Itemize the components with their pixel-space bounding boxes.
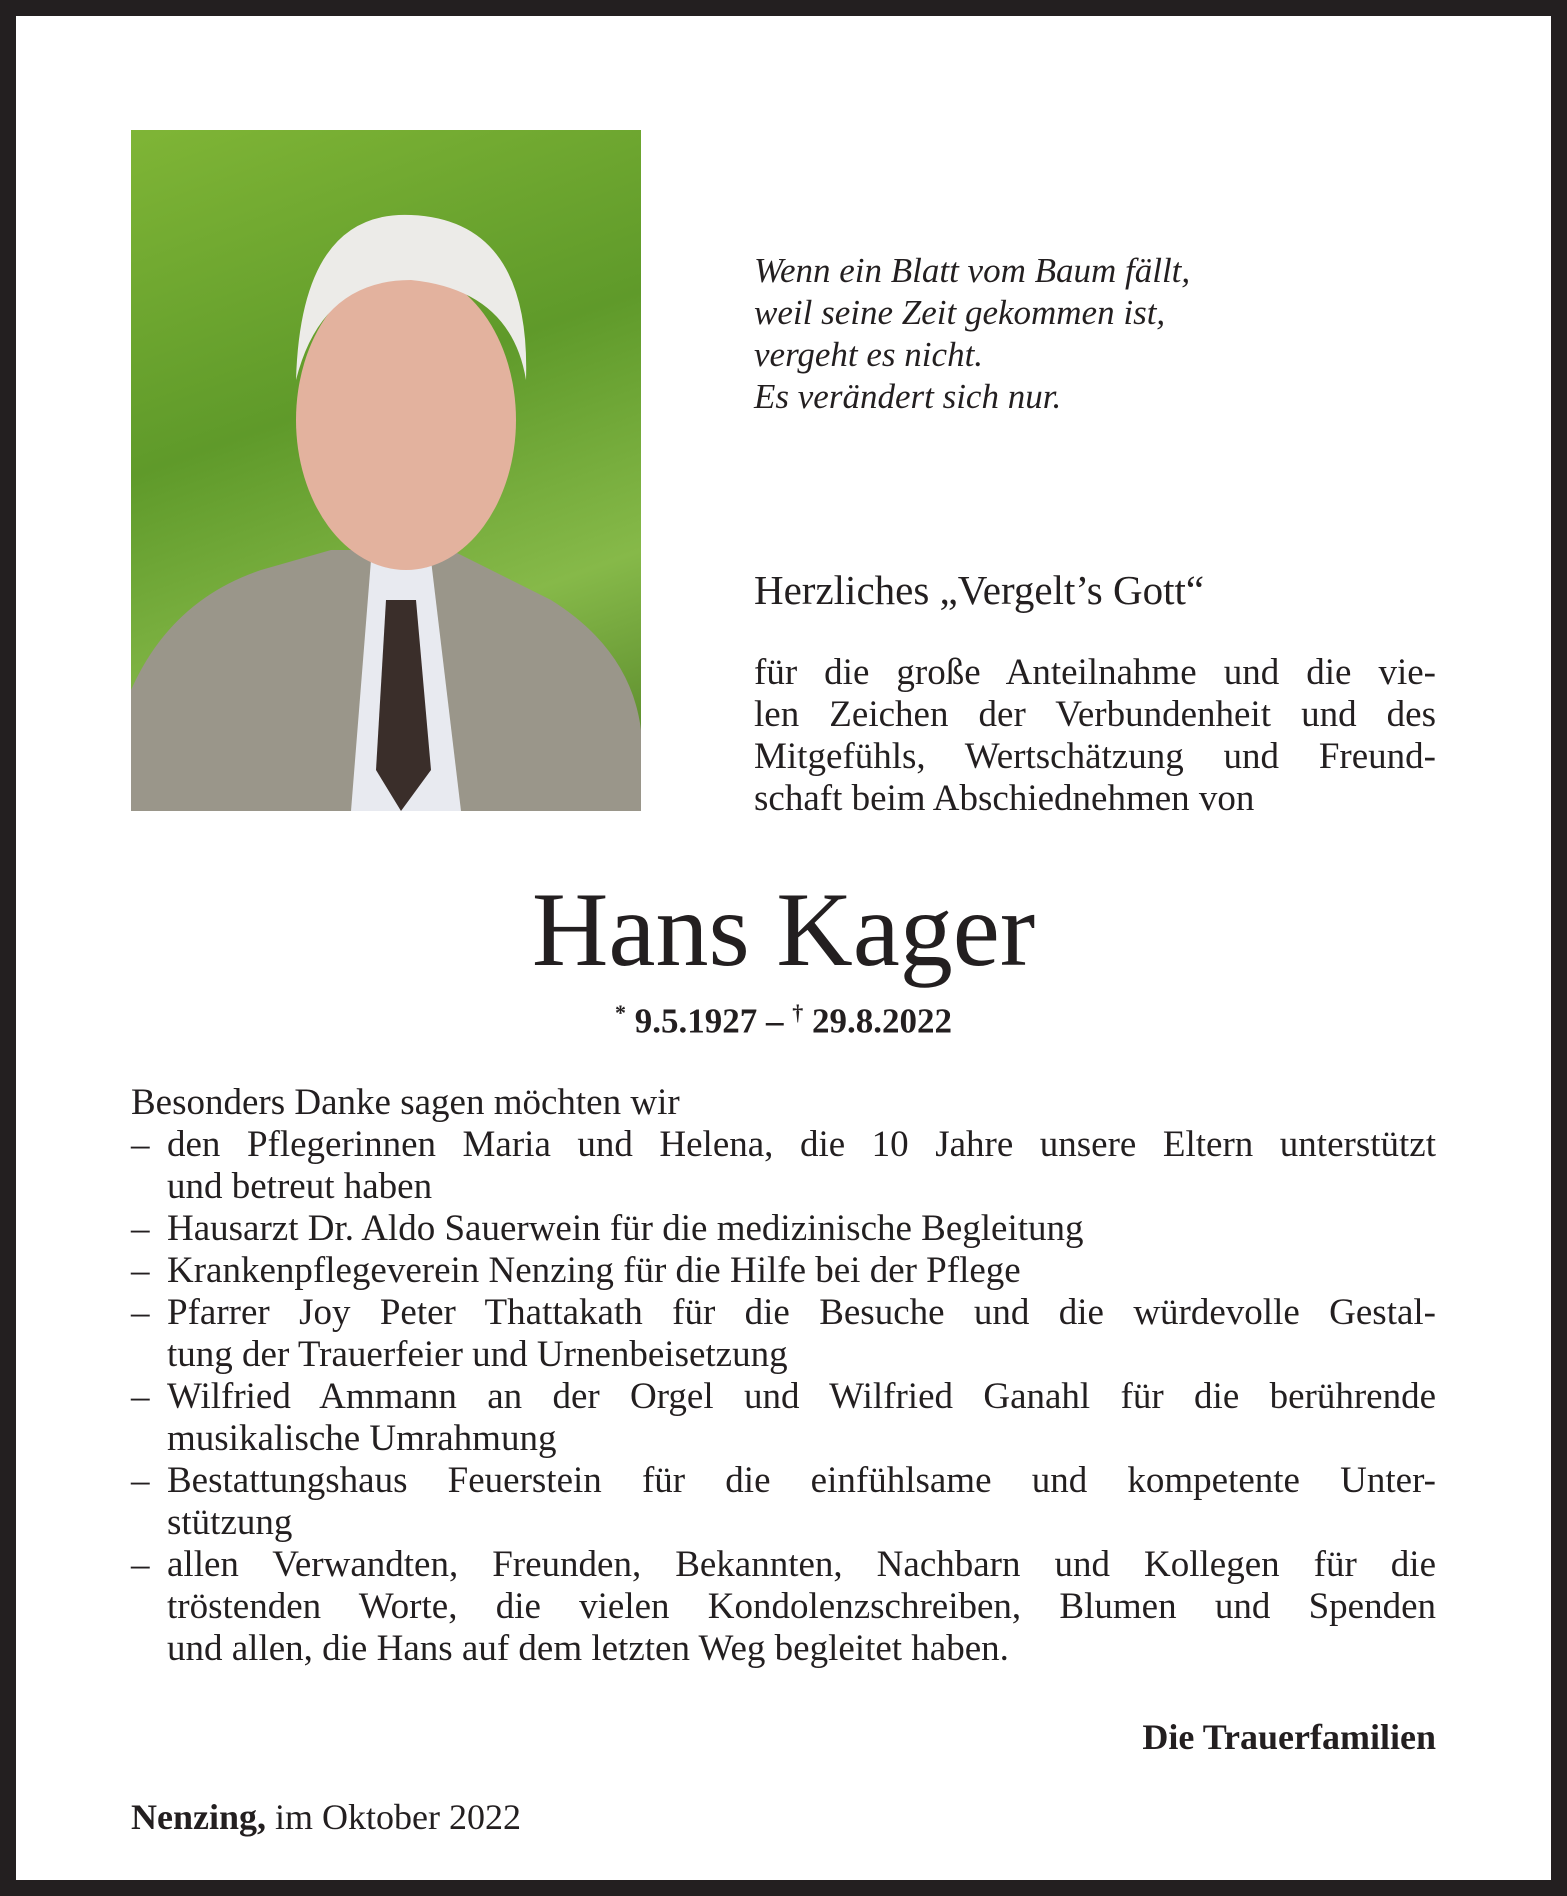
date: im Oktober 2022 (275, 1797, 521, 1837)
list-item (131, 1376, 1436, 1460)
dash-bullet: – (131, 1208, 150, 1249)
quote-line: weil seine Zeit gekommen ist, (754, 293, 1166, 332)
thanks-heading: Herzliches „Vergelt’s Gott“ (754, 567, 1205, 613)
text-line: tung der Trauerfeier und Urnenbeisetzung (167, 1334, 788, 1375)
text-line: Krankenpflegeverein Nenzing für die Hilfe bei der Pflege (167, 1250, 1021, 1291)
dash-bullet: – (131, 1124, 150, 1165)
intro-paragraph (754, 652, 1436, 820)
text-line: und betreut haben (167, 1166, 433, 1207)
text-line: für die große Anteilnahme und die vie- (754, 652, 1436, 693)
list-item (131, 1544, 1436, 1670)
birth-date: 9.5.1927 (634, 1001, 758, 1041)
dash-bullet: – (131, 1460, 150, 1501)
list-item (131, 1250, 1436, 1292)
place: Nenzing, (131, 1797, 266, 1837)
text-line: Pfarrer Joy Peter Thattakath für die Besuche und die würdevolle Gestal- (167, 1292, 1436, 1333)
text-line: den Pflegerinnen Maria und Helena, die 10 Jahre unsere Eltern unterstützt (167, 1124, 1436, 1165)
text-line: stützung (167, 1502, 293, 1543)
dash-bullet: – (131, 1250, 150, 1291)
text-line: len Zeichen der Verbundenheit und des (754, 694, 1436, 735)
text-line: und allen, die Hans auf dem letzten Weg begleitet haben. (167, 1628, 1009, 1669)
dash-bullet: – (131, 1292, 150, 1333)
list-item (131, 1292, 1436, 1376)
death-symbol: † (792, 1000, 804, 1025)
dash-bullet: – (131, 1376, 150, 1417)
birth-symbol: * (615, 1000, 626, 1025)
dash-bullet: – (131, 1544, 150, 1585)
text-line: tröstenden Worte, die vielen Kondolenzschreiben, Blumen und Spenden (167, 1586, 1436, 1627)
text-line: allen Verwandten, Freunden, Bekannten, Nachbarn und Kollegen für die (167, 1544, 1436, 1585)
list-item (131, 1124, 1436, 1208)
thanks-list (131, 1082, 1436, 1670)
text-line: Wilfried Ammann an der Orgel und Wilfried Ganahl für die berührende (167, 1376, 1436, 1417)
quote-line: Wenn ein Blatt vom Baum fällt, (754, 251, 1191, 290)
thanks-intro: Besonders Danke sagen möchten wir (131, 1082, 680, 1123)
quote-line: Es verändert sich nur. (754, 377, 1062, 416)
list-item (131, 1208, 1436, 1250)
quote-line: vergeht es nicht. (754, 335, 984, 374)
poem-quote (754, 250, 1190, 418)
signature: Die Trauerfamilien (1142, 1717, 1436, 1757)
portrait-photo (131, 130, 641, 811)
text-line: schaft beim Abschiednehmen von (754, 778, 1255, 819)
text-line: Hausarzt Dr. Aldo Sauerwein für die medizinische Begleitung (167, 1208, 1084, 1249)
life-dates (0, 1000, 1567, 1042)
date-separator: – (766, 1001, 784, 1041)
text-line: musikalische Umrahmung (167, 1418, 557, 1459)
text-line: Mitgefühls, Wertschätzung und Freund- (754, 736, 1436, 777)
deceased-name: Hans Kager (531, 871, 1036, 988)
text-line: Bestattungshaus Feuerstein für die einfühlsame und kompetente Unter- (167, 1460, 1436, 1501)
death-date: 29.8.2022 (812, 1001, 952, 1041)
list-item (131, 1460, 1436, 1544)
place-date (131, 1796, 521, 1838)
